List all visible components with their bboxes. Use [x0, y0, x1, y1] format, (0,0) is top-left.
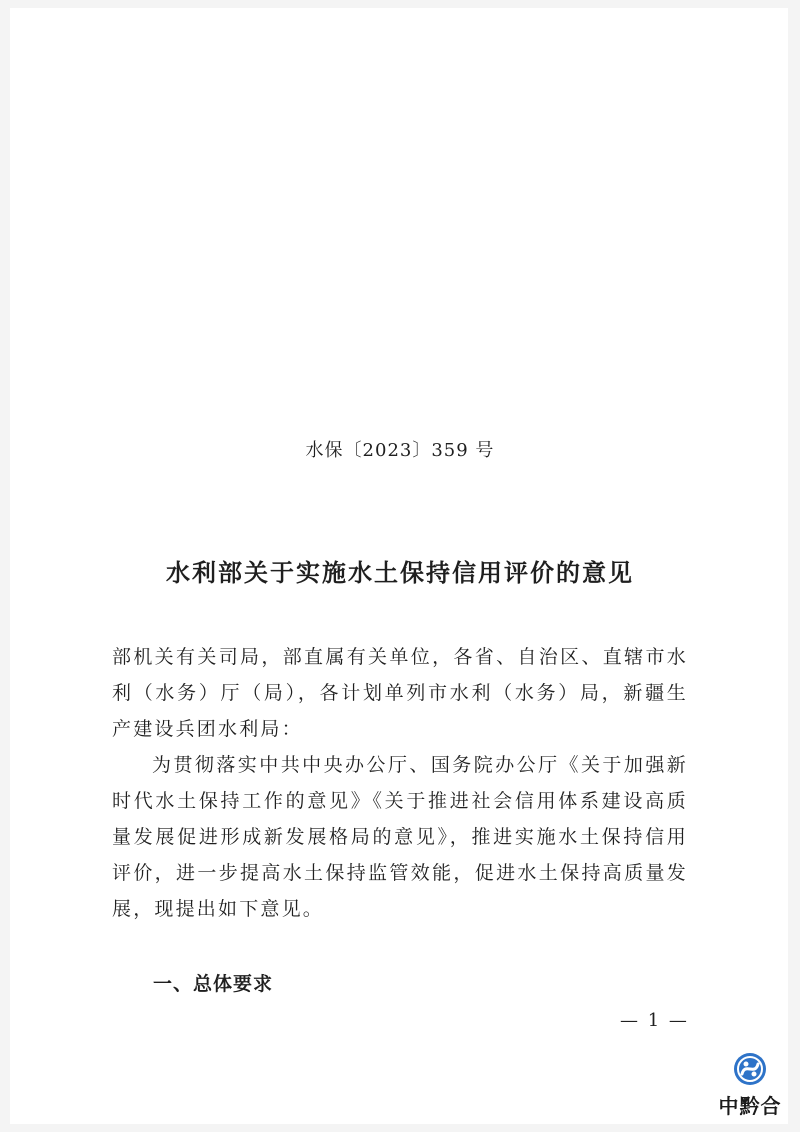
addressee-paragraph: 部机关有关司局，部直属有关单位，各省、自治区、直辖市水利（水务）厅（局），各计划单列市水利（水务）局，新疆生产建设兵团水利局： — [112, 646, 688, 740]
document-number: 水保〔2023〕359 号 — [305, 440, 495, 461]
watermark-logo-text: 中黔合 — [718, 1094, 782, 1118]
section-heading: 一、总体要求 — [153, 973, 274, 995]
body-paragraph: 为贯彻落实中共中央办公厅、国务院办公厅《关于加强新时代水土保持工作的意见》《关于推进社会信用体系建设高质量发展促进形成新发展格局的意见》，推进实施水土保持信用评价，进一步提高水土保持监管效能，促进水土保持高质量发展，现提出如下意见。 — [112, 754, 688, 920]
page-number: — 1 — — [620, 1010, 689, 1031]
document-title: 水利部关于实施水土保持信用评价的意见 — [166, 559, 634, 587]
document-body — [112, 639, 688, 927]
watermark-logo — [710, 1052, 790, 1128]
zhongqianhe-logo-icon — [733, 1052, 767, 1086]
